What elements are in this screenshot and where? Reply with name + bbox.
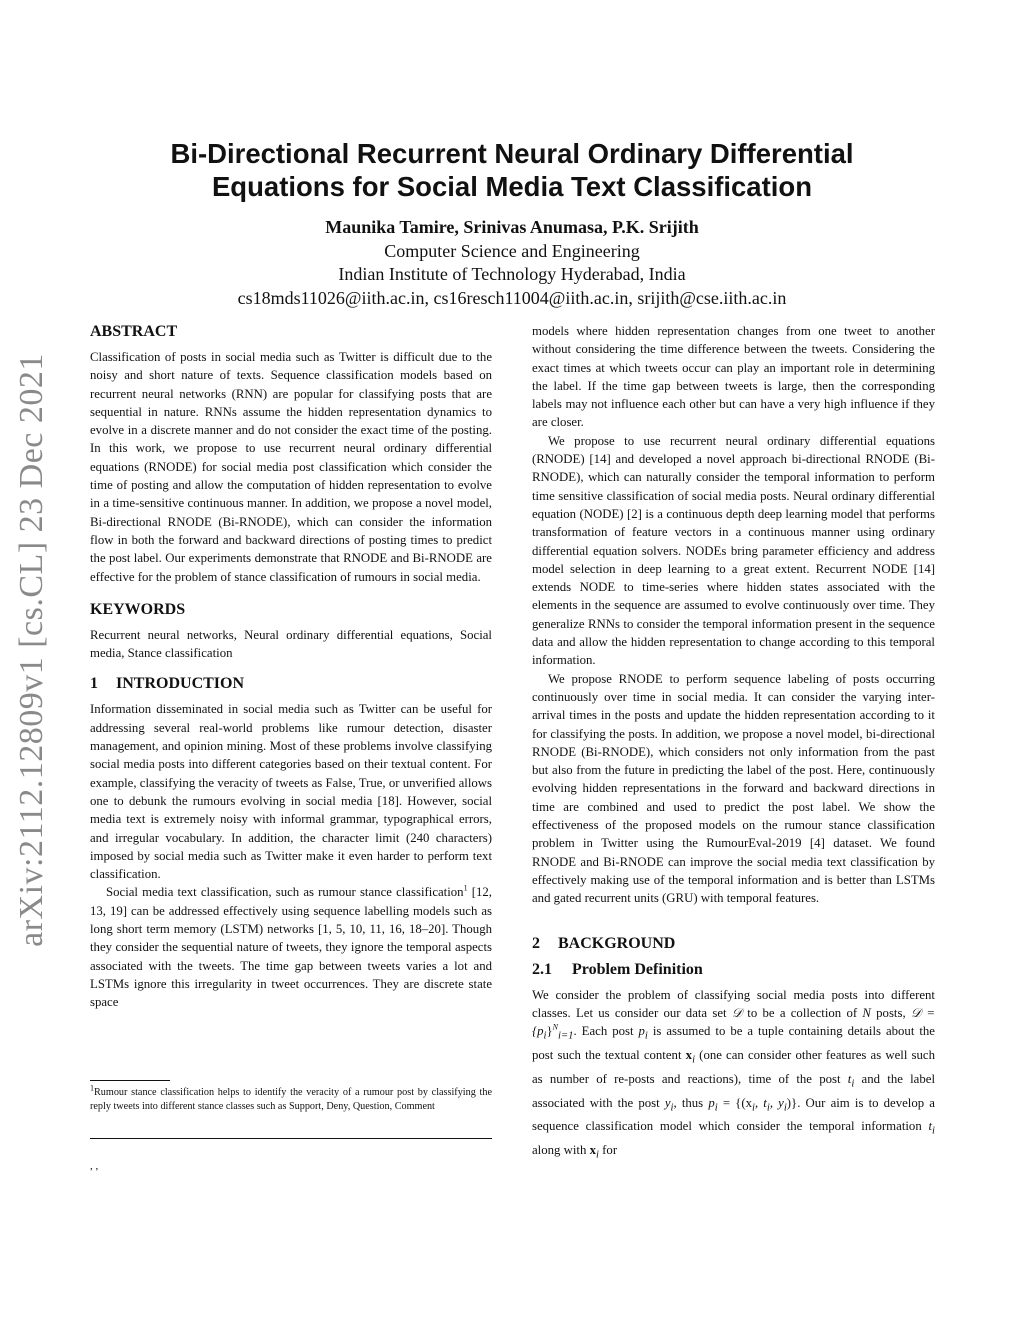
intro-paragraph-3: models where hidden representation changes from one tweet to another without considering the time difference between the tweets. Considering the exact times at which tweets occur can play an important role in determining the label. If the time gap between tweets is large, then the corresponding labels may not influence each other but can have a very high influence if they are closer. — [532, 324, 935, 430]
title-line-1: Bi-Directional Recurrent Neural Ordinary Differential — [170, 138, 854, 169]
intro-heading — [90, 674, 492, 694]
intro-p2-rest: [12, 13, 19] can be addressed effectively using sequence labelling models such as long short term memory (LSTM) networks [1, 5, 10, 11, 16, 18–20]. Though they consider the sequential nature of tweets, they ignore the temporal aspects associated with the tweets. The time gap between tweets varies a lot and LSTMs ignore this irregularity in tweet occurrences. They are discrete state space — [90, 885, 492, 1010]
background-title: BACKGROUND — [558, 934, 676, 952]
background-number: 2 — [532, 934, 540, 952]
subsection-title: Problem Definition — [572, 960, 703, 978]
paper-title — [100, 137, 924, 203]
arxiv-identifier: arXiv:2112.12809v1 [cs.CL] 23 Dec 2021 — [13, 353, 50, 947]
footnote — [90, 1083, 492, 1113]
footnote-marker: 1 — [463, 884, 468, 894]
right-column — [532, 322, 935, 1165]
intro-paragraph-2 — [90, 883, 492, 1011]
keywords-text: Recurrent neural networks, Neural ordinary differential equations, Social media, Stance classification — [90, 627, 492, 661]
abstract-heading: ABSTRACT — [90, 323, 178, 340]
authors: Maunika Tamire, Srinivas Anumasa, P.K. Srijith — [325, 217, 699, 237]
footnote-text: Rumour stance classification helps to identify the veracity of a rumour post by classifying the reply tweets into different stance classes such as Support, Deny, Question, Comment — [90, 1087, 492, 1112]
footer-commas: , , — [90, 1160, 99, 1172]
footnote-rule — [90, 1080, 170, 1081]
intro-paragraph-4: We propose to use recurrent neural ordinary differential equations (RNODE) [14] and developed a novel approach bi-directional RNODE (Bi-RNODE), which can naturally consider the temporal information to perform time sensitive classification of social media posts. Neural ordinary differential equation (NODE) [2] is a continuous depth deep learning model that performs transformation of feature vectors in a continuous manner using ordinary differential equation solvers. NODEs bring parameter efficiency and address model selection in deep learning to a great extent. Recurrent NODE [14] extends NODE to time-series where hidden states associated with the elements in the sequence are assumed to evolve continuously over time. They generalize RNNs to consider the temporal information present in the sequence data and allow the hidden representation to change according to this temporal information. — [532, 433, 935, 668]
intro-paragraph-1: Information disseminated in social media such as Twitter can be useful for addressing several real-world problems like rumour detection, disaster management, and opinion mining. Most of these problems involve classifying social media posts into different categories based on their textual content. For example, classifying the veracity of tweets as False, True, or unverified allows one to debunk the rumours evolving in social media [18]. However, social media text is extremely noisy with informal grammar, typographical errors, and irregular vocabulary. In addition, the character limit (240 characters) imposed by social media such as Twitter make it even harder to perform text classification. — [90, 702, 492, 882]
problem-definition-text: We consider the problem of classifying social media posts into different classes. Let us consider our data set 𝒟 to be a collection of N posts, 𝒟 = $\{p_i\}^N_{i=1}$. Each post $p_i$ is assumed to be a tuple containing details about the post such the textual content $x_i$ (one can consider other features as well such as number of re-posts and reactions), time of the post $t_i$ and the label associated with the post $y_i$, thus $p_i = \{(x_i$, $t_i$, $y_i$)}. Our aim is to develop a sequence classification model which consider the temporal information $t_i$ along with $x_i$ for — [532, 987, 936, 1161]
title-line-2: Equations for Social Media Text Classification — [211, 171, 813, 202]
author-emails: cs18mds11026@iith.ac.in, cs16resch11004@iith.ac.in, srijith@cse.iith.ac.in — [237, 288, 787, 308]
abstract-text: Classification of posts in social media such as Twitter is difficult due to the noisy and short nature of texts. Sequence classification models based on recurrent neural networks (RNN) are popular for classifying posts that are sequential in nature. RNNs assume the hidden representation dynamics to evolve in a discrete manner and do not consider the exact time of the posting. In this work, we propose to use recurrent neural ordinary differential equations (RNODE) for social media post classification which consider the time of posting and allow the computation of hidden representation to evolve in a time-sensitive continuous manner. In addition, we propose a novel model, Bi-directional RNODE (Bi-RNODE), which can consider the information flow in both the forward and backward directions of posting times to predict the post label. Our experiments demonstrate that RNODE and Bi-RNODE are effective for the problem of stance classification of rumours in social media. — [90, 350, 492, 584]
left-column — [90, 322, 492, 1012]
intro-number: 1 — [90, 675, 98, 693]
affiliation-institute: Indian Institute of Technology Hyderabad, India — [338, 264, 686, 284]
affiliation-department: Computer Science and Engineering — [384, 241, 640, 261]
footnote-number: 1 — [90, 1083, 94, 1093]
intro-paragraph-5: We propose RNODE to perform sequence labeling of posts occurring continuously over time in social media. It can consider the varying inter-arrival times in the posts and update the hidden representation according to it for classifying the posts. In addition, we propose a novel model, bi-directional RNODE (Bi-RNODE), which considers not only information from the past but also from the future in predicting the label of the post. Here, continuously evolving hidden representations in the forward and backward directions in time are combined and used to predict the post label. We show the effectiveness of the proposed models on the rumour stance classification problem in Twitter using the RumourEval-2019 [4] dataset. We found RNODE and Bi-RNODE can improve the social media text classification by effectively making use of the temporal information and is better than LSTMs and gated recurrent units (GRU) with temporal features. — [532, 671, 935, 906]
background-heading — [532, 934, 935, 954]
intro-title: INTRODUCTION — [116, 675, 245, 693]
problem-definition-heading — [532, 960, 935, 980]
intro-p2-start: Social media text classification, such as rumour stance classification — [106, 885, 464, 900]
footer-rule — [90, 1138, 492, 1139]
keywords-heading: KEYWORDS — [90, 600, 186, 618]
subsection-number: 2.1 — [532, 960, 552, 978]
